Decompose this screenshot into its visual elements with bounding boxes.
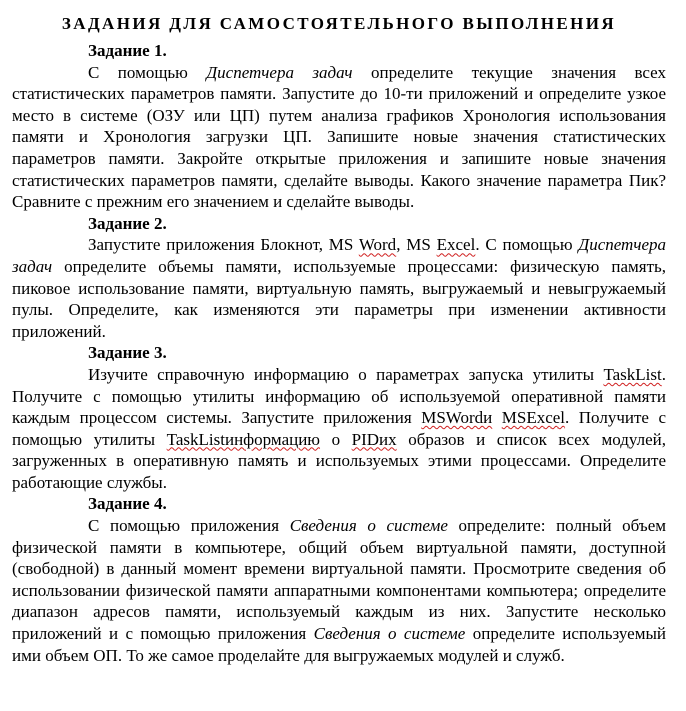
task-heading: Задание 2.: [88, 213, 167, 233]
text-run: С помощью: [88, 62, 207, 82]
text-run: С помощью приложения: [88, 516, 290, 536]
task-list: [12, 40, 666, 666]
text-run: , MS: [396, 235, 437, 255]
text-run: о: [320, 429, 352, 449]
italic-term: Диспетчера задач: [12, 235, 666, 276]
text-run: . Получите с помощью утилиты: [12, 408, 666, 449]
italic-term: Диспетчера задач: [206, 62, 353, 82]
italic-term: Сведения о системе: [313, 624, 466, 644]
text-run: . Получите с помощью утилиты информацию об используемой оперативной памяти каждым процессом системы. Запустите приложения: [12, 364, 666, 428]
text-run: определите используемый ими объем ОП. То же самое проделайте для выгружаемых модулей и служб.: [12, 624, 666, 665]
spellcheck-word: MSWordи: [421, 408, 493, 428]
spellcheck-word: TaskList: [603, 364, 662, 384]
text-run: Изучите справочную информацию о параметрах запуска утилиты: [88, 364, 604, 384]
spellcheck-word: Excel: [436, 235, 476, 255]
spellcheck-word: PIDих: [351, 429, 397, 449]
text-run: [492, 408, 502, 427]
task-paragraph: [12, 234, 666, 342]
task-paragraph: [12, 62, 666, 213]
text-run: образов и список всех модулей, загруженных в оперативную память и используемых этими процессами. Определите работающие службы.: [12, 429, 667, 492]
text-run: Запустите приложения Блокнот, MS: [88, 235, 359, 255]
spellcheck-word: TaskListинформацию: [166, 429, 321, 449]
text-run: . С помощью: [475, 235, 579, 255]
task-heading: Задание 3.: [88, 343, 167, 363]
text-run: определите объемы памяти, используемые процессами: физическую память, пиковое использование памяти, виртуальную память, выгружаемый и невыгружаемый пулы. Определите, как изменяются эти параметры при изменении активности приложений.: [12, 256, 666, 341]
task-paragraph: [12, 515, 666, 666]
task-heading: Задание 1.: [88, 41, 167, 60]
spellcheck-word: MSExcel: [501, 408, 566, 428]
document-title: ЗАДАНИЯ ДЛЯ САМОСТОЯТЕЛЬНОГО ВЫПОЛНЕНИЯ: [61, 14, 617, 33]
text-run: определите: полный объем физической памяти в компьютере, общий объем виртуальной памяти, доступной (свободной) в данный момент времени виртуальной памяти. Просмотрите сведения об использовании физической памяти аппаратными компонентами компьютера; определите диапазон адресов памяти, используемый каждым из них. Запустите несколько приложений и с помощью приложения: [12, 516, 666, 644]
italic-term: Сведения о системе: [289, 516, 448, 536]
text-run: определите текущие значения всех статистических параметров памяти. Запустите до 10-ти приложений и определите узкое место в системе (ОЗУ или ЦП) путем анализа графиков Хронология использования памяти и Хронология загрузки ЦП. Запишите новые значения статистических параметров памяти. Закройте открытые приложения и запишите новые значения статистических параметров памяти, сделайте выводы. Какого значение параметра Пик? Сравните с прежним его значением и сделайте выводы.: [12, 62, 667, 212]
spellcheck-word: Word: [358, 235, 397, 255]
task-heading: Задание 4.: [88, 494, 167, 514]
task-paragraph: [12, 364, 666, 494]
